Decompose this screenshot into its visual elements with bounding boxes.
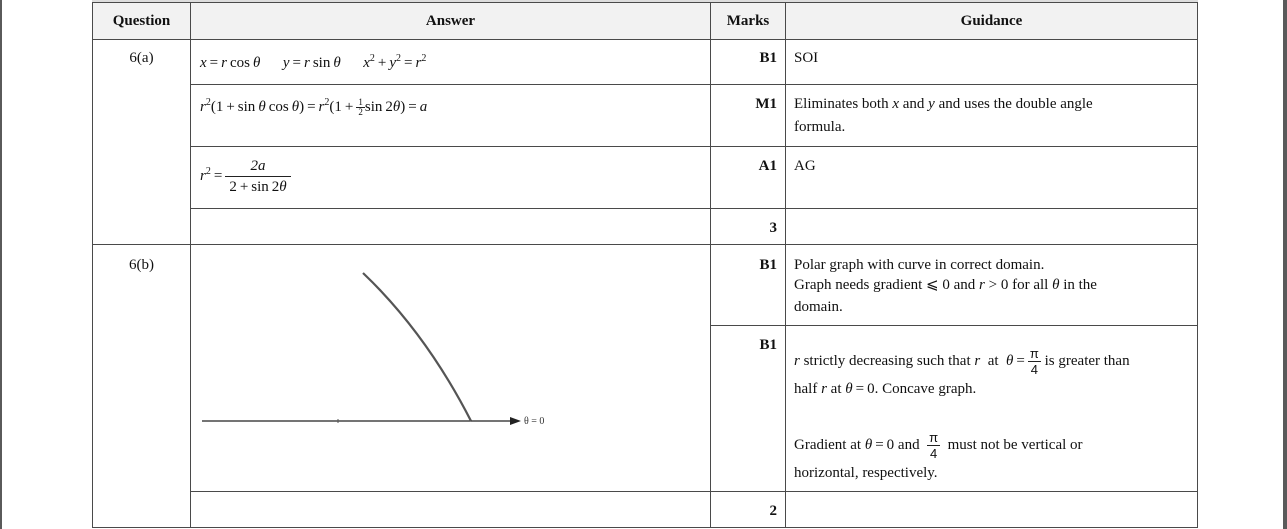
rule-header <box>92 39 1198 40</box>
header-guidance: Guidance <box>960 13 1023 29</box>
header-answer: Answer <box>425 13 476 29</box>
rule-6a-1 <box>190 84 1198 85</box>
guidance-6a-2-line2: formula. <box>794 119 846 135</box>
guidance-6b-2-line4: horizontal, respectively. <box>794 465 938 481</box>
rule-6a-2 <box>190 146 1198 147</box>
guidance-6b-1-line1: Polar graph with curve in correct domain. <box>794 257 1045 273</box>
question-label-6b: 6(b) <box>129 257 154 273</box>
guidance-6a-1: SOI <box>794 50 819 66</box>
guidance-6a-3: AG <box>794 158 816 174</box>
rule-6b-1 <box>710 325 1198 326</box>
mark-6b-2: B1 <box>759 337 777 353</box>
rule-col-right <box>1197 2 1198 528</box>
rule-top <box>92 2 1198 3</box>
guidance-6b-2-line2: half r at θ = 0. Concave graph. <box>794 381 977 397</box>
total-6a: 3 <box>769 220 777 236</box>
window-edge-right <box>1283 0 1287 529</box>
window-edge-left <box>0 0 2 529</box>
rule-col-marks <box>785 2 786 528</box>
polar-graph-sketch <box>190 245 710 491</box>
rule-bottom <box>92 527 1198 528</box>
rule-6a-3 <box>190 208 1198 209</box>
mark-6b-1: B1 <box>759 257 777 273</box>
guidance-6b-1-line2: Graph needs gradient ⩽ 0 and r > 0 for all θ in the <box>794 277 1097 293</box>
guidance-6a-2-line1: Eliminates both x and y and uses the double angle <box>794 96 1093 112</box>
question-label-6a: 6(a) <box>129 50 154 66</box>
mark-6a-3: A1 <box>758 158 777 174</box>
guidance-6b-2-line3: Gradient at θ = 0 and $\frac{\pi}{4}$ must not be vertical or <box>794 430 1083 461</box>
polar-curve <box>363 273 471 421</box>
answer-6a-polar-conversion: x = r cos θ y = r sin θ $x^2 + y^2 = r^2$ <box>200 53 427 71</box>
header-marks: Marks <box>726 13 770 29</box>
guidance-6b-1-line3: domain. <box>794 299 843 315</box>
mark-6a-1: B1 <box>759 50 777 66</box>
answer-6a-result: $r^2$ = $\frac{2a}{2 + \sin 2\theta}$ <box>200 156 291 197</box>
total-6b: 2 <box>769 503 777 519</box>
header-question: Question <box>112 13 171 29</box>
theta-zero-label: θ = 0 <box>524 416 545 427</box>
rule-6b-2 <box>190 491 1198 492</box>
mark-6a-2: M1 <box>755 96 777 112</box>
initial-line-arrowhead <box>510 417 521 425</box>
answer-6a-substitution: $r^2(1 + \sin \theta$ $\cos \theta) = r^2(1$ + $\frac{1}{2}$ sin 2θ) = a <box>200 97 428 118</box>
guidance-6b-2-line1: r strictly decreasing such that r at θ = $\frac{\pi}{4}$ is greater than <box>794 346 1130 377</box>
